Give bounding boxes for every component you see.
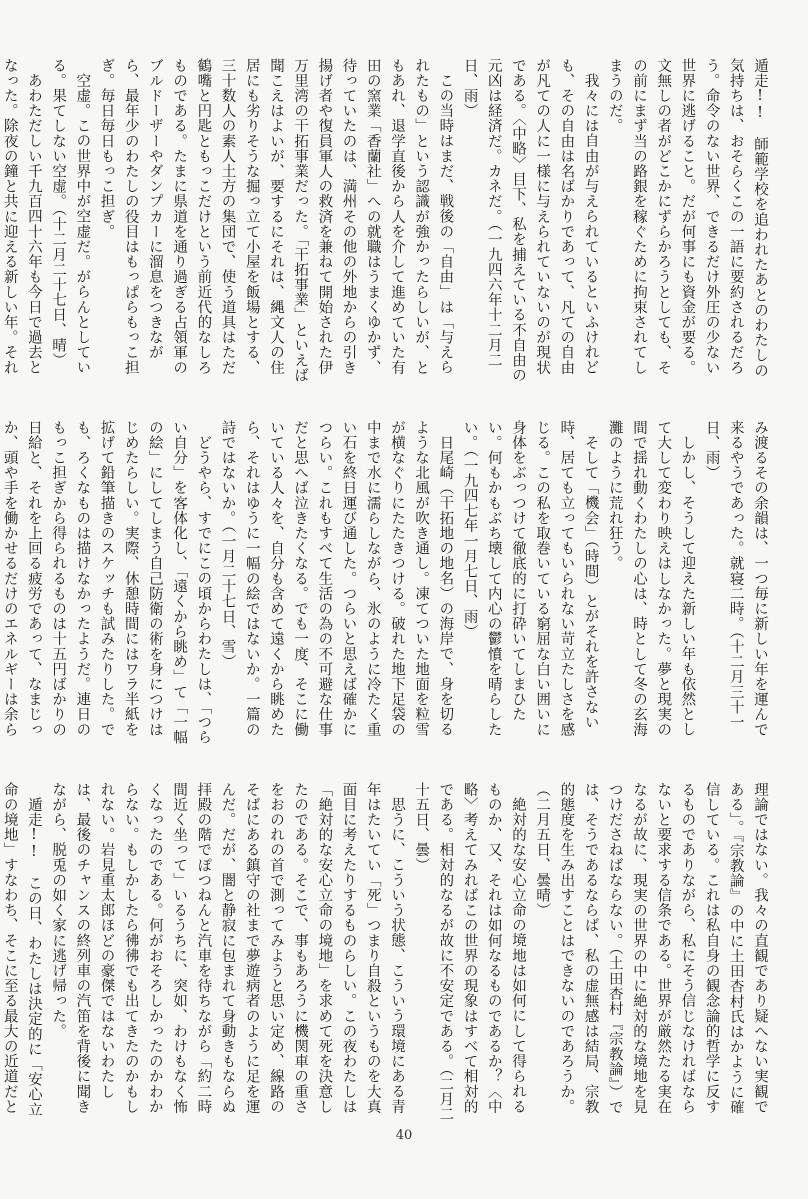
paragraph: あわただしい千九百四十六年も今日で過去となった。除夜の鐘と共に迎える新しい年。それ <box>1 58 42 376</box>
paragraph: 日尾崎（干拓地の地名）の海岸で、身を切るような北風が吹き通し。凍てついた地面を粒雪が横なぐりにたたきつける。破れた地下足袋の中まで水に濡らしながら、氷のように冷たく重い石を終日運び通した。つらいと思えば確かにつらい。これもすべて生活の為の不可避な仕事だと思へば泣きたくなる。でも一度、そこに働いている人々を、自分も含めて遠くから眺めたら、それはゆうに一幅の絵ではないか。一篇の詩ではないか。（一月二十七日、雪） <box>219 420 454 738</box>
paragraph: しかし、そうして迎えた新しい年も依然として大して変わり映えはしなかった。夢と現実の間で揺れ動くわたしの心は、時として冬の玄海灘のように荒れ狂う。 <box>606 420 696 738</box>
paragraph: この当時はまだ、戦後の「自由」は「与えられたもの」という認識が強かったらしいが、ともあれ、退学直後から人を介して進めていた有田の窯業「香蘭社」への就職はうまくゆかず、待っていたのは、満州その他の外地からの引き揚げ者や復員軍人の救済を兼ねて開始された伊万里湾の干拓事業だった。「干拓事業」といえば聞こえはよいが、要するにそれは、縄文人の住居にも劣りそうな掘っ立て小屋を飯場とする、三十数人の素人土方の集団で、使う道具はただ鶴嘴と円匙ともっこだけという前近代的なしろものである。たまに県道を通り過ぎる占領軍のブルドーザーやダンプカーに溜息をつきながら、最年少のわたしの役目はもっぱらもっこ担ぎ。毎日毎日もっこ担ぎ。 <box>98 58 454 383</box>
text-band-top <box>1 58 772 386</box>
paragraph: そして「機会」（時間）とがそれを許さない時、居ても立ってもいられない苛立たしさを感じる。この私を取巻いている窮屈な白い囲いに身体をぶっつけて徹底的に打砕いてしまひたい。何もかもぶち壊して内心の鬱憤を晴らしたい。（一九四七年一月七日、雨） <box>461 420 599 738</box>
paragraph: 我々には自由が与えられているといふけれども、その自由は名ばかりであって、凡ての自由が凡ての人に一様に与えられていないのが現状である。〈中略〉目下、私を捕えている不自由の元凶は経済だ。カネだ。（一九四六年十二月二日、雨） <box>461 58 599 383</box>
paragraph: どうやら、すでにこの頃からわたしは、「つらい自分」を客体化し、「遠くから眺め」て「一幅の絵」にしてしまう自己防衛の術を身につけはじめたらしい。実際、休憩時間にはワラ半紙を拡げて鉛筆描きのスケッチも試みたりした。でも、ろくなものは描けなかったようだ。連日のもっこ担ぎから得られるものは十五円ばかりの日給と、それを上回る疲労であって、なまじっか、頭や手を働かせるだけのエネルギーは余ら <box>1 420 212 745</box>
paragraph: 理論ではない。我々の直観であり疑へない実観である」。『宗教論』の中に土田杏村氏はかように確信している。これは私自身の観念論的哲学に反するものでありながら、私にそう信じなければならないと要求する信条である。世界が厳然たる実在なるが故に、現実の世界の中に絶対的な境地を見つけださねばならない。（土田杏村『宗教論』）では、そうであるならば、私の虚無感は結局、宗教的態度を生み出すことはできないのであろうか。（二月五日、曇晴） <box>534 782 768 1115</box>
paragraph: 遁走!! この日、わたしは決定的に「安心立命の境地」すなわち、そこに至る最大の近道だと <box>1 782 42 1117</box>
paragraph: 遁走!! 師範学校を追われたあとのわたしの気持ちは、おそらくこの一語に要約されるだろう。命令のない世界、できるだけ外圧の少ない世界に逃げること。だが何事にも資金が要る。文無しの者がどこかにずらかろうとしても、その前にまず当の路銀を稼ぐために拘束されてしまうのだ。 <box>606 58 768 379</box>
paragraph: 空虚。この世界中が空虚だ。がらんとしている。果てしない空虚。（十二月二十七日、晴） <box>50 58 91 375</box>
text-band-bottom <box>1 782 772 1127</box>
paragraph: 絶対的な安心立命の境地は如何にして得られるものか、又、それは如何なるものであるか？〈中略〉考えてみればこの世界の現象はすべて相対的である。相対的なるが故に不安定である。（二月二十五日、曇） <box>413 782 526 1123</box>
page-number: 40 <box>395 1128 413 1143</box>
paragraph: 思うに、こういう状態、こういう環境にある青年はたいてい「死」つまり自殺というものを大真面目に考えたりするものらしい。この夜わたしは「絶対的な安心立命の境地」を求めて死を決意したのである。そこで、事もあろうに機関車の重さをおのれの首で測ってみようと思い定め、線路のそばにある鎮守の社まで夢遊病者のように足を運んだ。だが、闇と静寂に包まれて身動きもならぬ拝殿の階でぽつねんと汽車を待ちながら「約二時間近く坐って」いるうちに、突如、わけもなく怖くなったのである。何がおそろしかったのかわからない。もしかしたら彿彿でも出てきたのかもしれない。岩見重太郎ほどの豪傑ではないわたしは、最後のチャンスの終列車の汽笛を背後に聞きながら、脱兎の如く家に逃げ帰った。 <box>50 782 405 1115</box>
paragraph: み渡るその余韻は、一つ毎に新しい年を運んで来るやうであった。就寝二時。（十二月三十一日、雨） <box>703 420 768 738</box>
text-band-middle <box>1 420 772 748</box>
